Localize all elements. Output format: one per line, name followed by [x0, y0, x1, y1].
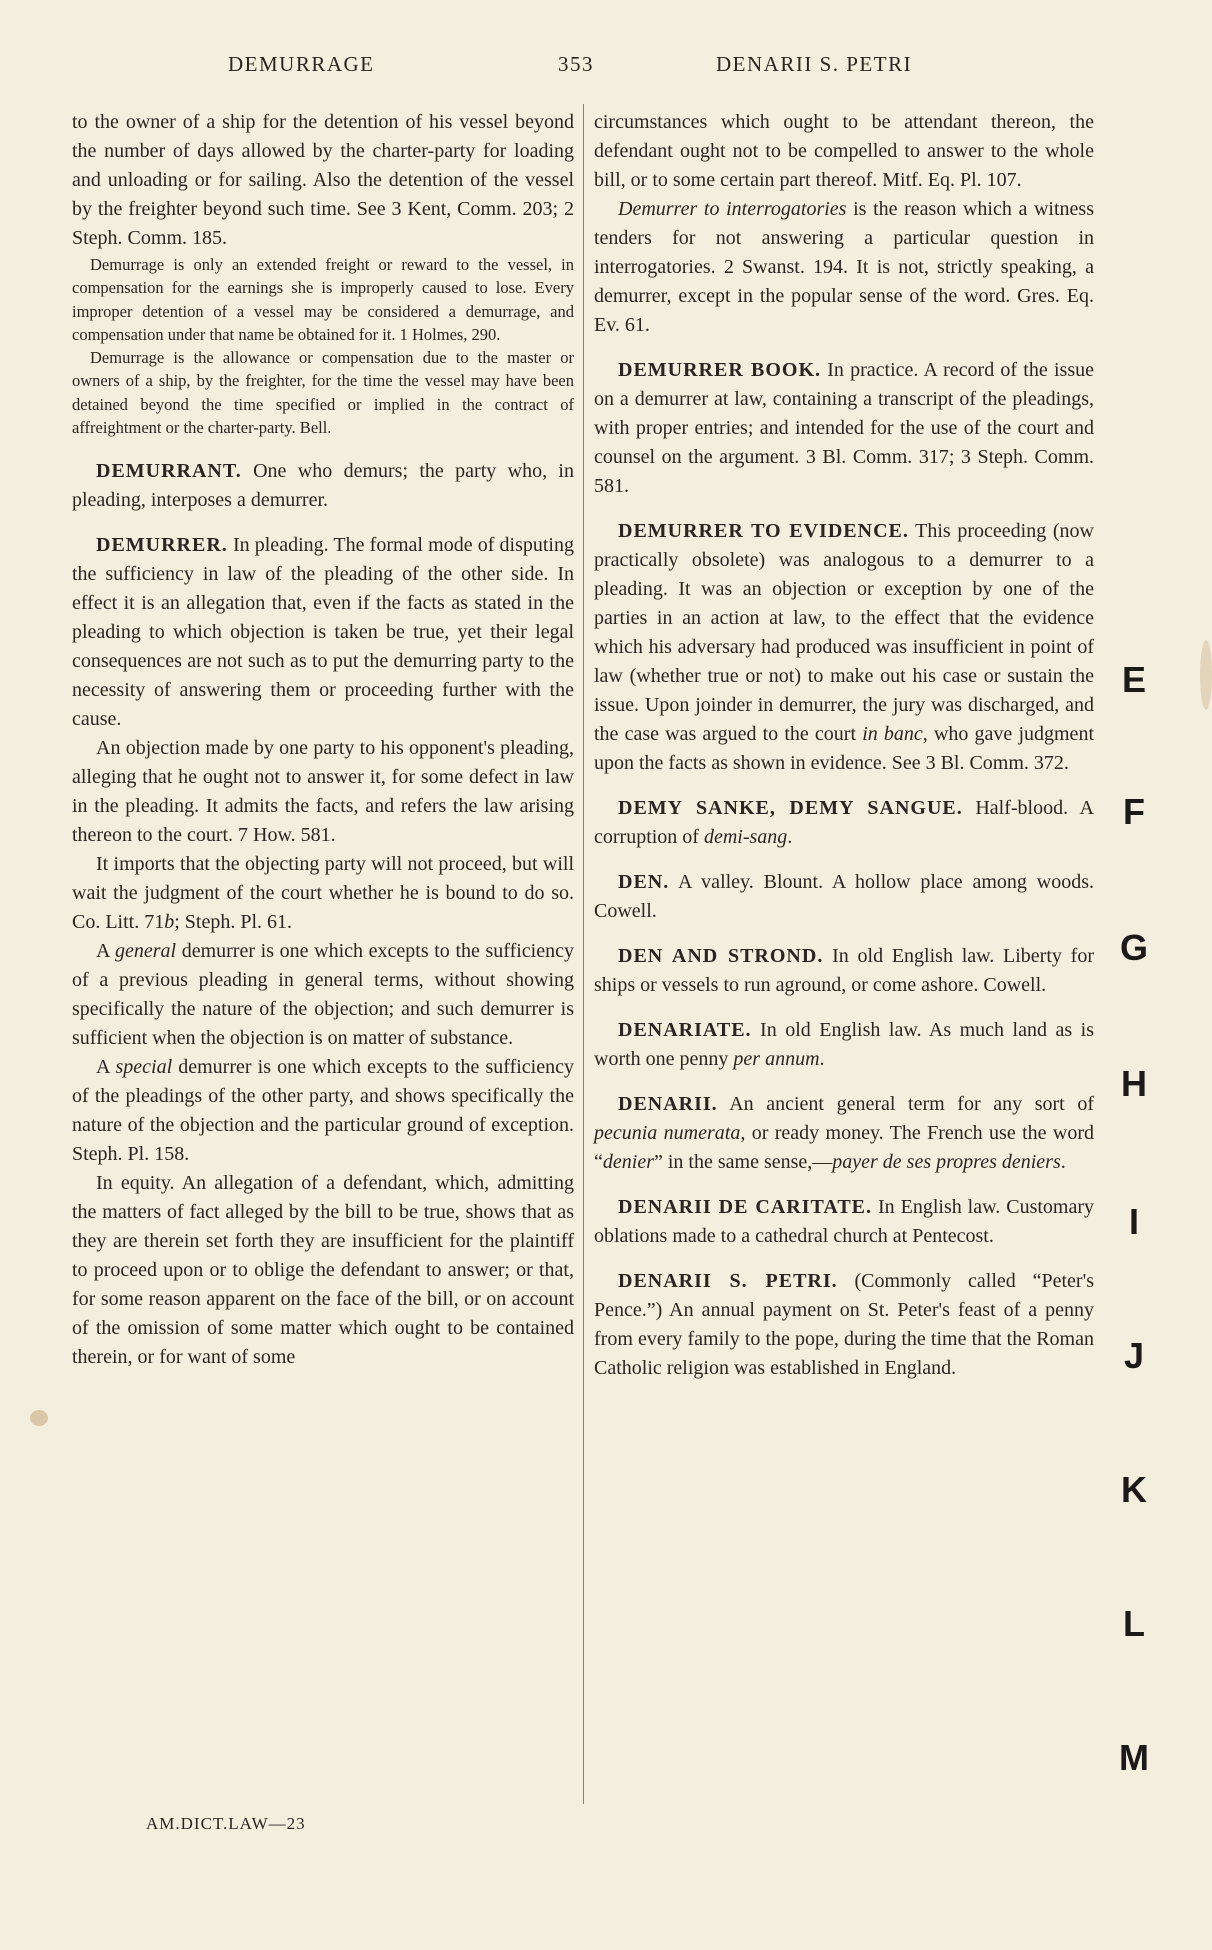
- text-run: ” in the same sense,—: [653, 1151, 833, 1173]
- entry-denarii: [594, 1090, 1094, 1177]
- text-run: A: [96, 1056, 116, 1079]
- paragraph: [72, 937, 574, 1053]
- text-run-italic: b: [164, 911, 175, 934]
- running-head-left: DEMURRAGE: [228, 52, 375, 76]
- definition: (Commonly called “Peter's Pence.”) An annual payment on St. Peter's feast of a penny from every family to the pope, during the time that the Roman Catholic religion was established in England.: [594, 1270, 1094, 1379]
- text-run: is the reason which a witness tenders for not answering a particular question in interrogatories. 2 Swanst. 194. It is not, strictly speaking, a demurrer, except in the popular sense of the word. Gres. Eq. Ev. 61.: [594, 198, 1094, 336]
- text-run-italic: pecunia numerata: [594, 1122, 741, 1144]
- thumb-index-letter: E: [1121, 659, 1146, 700]
- entry-demurrer-book: [594, 356, 1094, 501]
- entry-demurrant: [72, 457, 574, 515]
- thumb-index-letter: I: [1128, 1201, 1139, 1242]
- paragraph: In equity. An allegation of a defendant, which, admitting the matters of fact alleged by the bill to be true, shows that as they are therein set forth they are insufficient for the plaintiff to proceed upon or to oblige the defendant to answer; or that, for some reason apparent on the face of the bill, or on account of the omission of some matter which ought to be contained therein, or for want of some: [72, 1172, 574, 1369]
- text-run-italic: per annum: [733, 1048, 820, 1070]
- definition: In old English law. Liberty for ships or vessels to run aground, or come ashore. Cowell.: [594, 945, 1094, 996]
- headword: DENARII.: [618, 1093, 718, 1115]
- entry-den: [594, 868, 1094, 926]
- left-column: [72, 108, 574, 1372]
- text-run: This proceeding (now practically obsolete) was analogous to a demurrer to a pleading. It was an objection or exception by one of the parties in an action at law, to the effect that the evidence which his adversary had produced was insufficient in point of law (whether true or not) to make out his case or sustain the issue. Upon joinder in demurrer, the jury was discharged, and the case was argued to the court: [594, 520, 1094, 745]
- page-header: [0, 52, 1212, 86]
- thumb-index-letter: F: [1123, 791, 1145, 832]
- page-number: 353: [558, 52, 594, 76]
- entry-denarii-de-caritate: [594, 1193, 1094, 1251]
- entry-continuation: to the owner of a ship for the detention of his vessel beyond the number of days allowed by the charter-party for loading and unloading or for sailing. Also the detention of the vessel by the freighter beyond such time. See 3 Kent, Comm. 203; 2 Steph. Comm. 185.: [72, 111, 574, 249]
- text-run: .: [819, 1048, 825, 1070]
- entry-demy-sanke: [594, 794, 1094, 852]
- headword: DENARII DE CARITATE.: [618, 1196, 873, 1218]
- entry-denarii-s-petri: [594, 1267, 1094, 1383]
- text-run: It imports that the objecting party will not proceed, but will wait the judgment of the court whether he is bound to do so. Co. Litt. 71: [72, 853, 574, 934]
- text-run: A: [96, 940, 115, 963]
- definition: In pleading. The formal mode of disputing the sufficiency in law of the pleading of the other side. In effect it is an allegation that, even if the facts as stated in the pleading to which objection is taken be true, yet their legal consequences are not such as to put the demurring party to the necessity of answering them or proceeding further with the cause.: [72, 534, 574, 731]
- column-divider: [583, 104, 584, 1804]
- thumb-index-letter: H: [1121, 1063, 1147, 1104]
- thumb-index-letter: L: [1123, 1603, 1145, 1644]
- thumb-index-letter: G: [1119, 927, 1148, 968]
- paragraph: [72, 850, 574, 937]
- thumb-index-letter: K: [1121, 1469, 1147, 1510]
- text-run: .: [1060, 1151, 1066, 1173]
- headword: DEMY SANKE, DEMY SANGUE.: [618, 797, 963, 819]
- headword: DEMURRANT.: [96, 460, 242, 483]
- text-run-italic: Demurrer to interrogatories: [618, 198, 847, 220]
- footnote-demurrage: Demurrage is only an extended freight or reward to the vessel, in compensation for the earnings she is improperly caused to lose. Every improper detention of a vessel may be considered a demurrage, and compensation under that name be obtained for it. 1 Holmes, 290.: [72, 255, 574, 344]
- text-run: , or ready money. The French use the word “: [594, 1122, 1094, 1173]
- text-run-italic: demi-sang: [703, 826, 788, 848]
- headword: DEMURRER.: [96, 534, 228, 557]
- stain-spot: [30, 1410, 48, 1426]
- headword: DEMURRER TO EVIDENCE.: [618, 520, 909, 542]
- definition: In English law. Customary oblations made to a cathedral church at Pentecost.: [594, 1196, 1095, 1247]
- signature-mark: AM.DICT.LAW—23: [146, 1814, 306, 1833]
- text-run: .: [787, 826, 793, 848]
- text-run: An ancient general term for any sort of: [717, 1093, 1094, 1115]
- thumb-index-letter: J: [1123, 1335, 1145, 1376]
- text-run: Half-blood. A corruption of: [594, 797, 1094, 848]
- paragraph: [594, 195, 1094, 340]
- text-run: ; Steph. Pl. 61.: [174, 911, 293, 934]
- text-run-italic: special: [115, 1056, 173, 1079]
- text-run: In old English law. As much land as is worth one penny: [594, 1019, 1094, 1070]
- definition: One who demurs; the party who, in pleading, interposes a demurrer.: [72, 460, 574, 512]
- entry-den-and-strond: [594, 942, 1094, 1000]
- text-run-italic: denier: [602, 1151, 654, 1173]
- entry-denariate: [594, 1016, 1094, 1074]
- text-run-italic: in banc: [862, 723, 923, 745]
- text-run-italic: general: [114, 940, 177, 963]
- headword: DEMURRER BOOK.: [618, 359, 822, 381]
- text-run: demurrer is one which excepts to the sufficiency of the pleadings of the other party, and shows specifically the nature of the objection and the particular ground of exception. Steph. Pl. 158.: [72, 1056, 574, 1166]
- entry-demurrer: [72, 531, 574, 734]
- paragraph: [72, 1053, 574, 1169]
- definition: In practice. A record of the issue on a demurrer at law, containing a transcript of the pleadings, with proper entries; and intended for the use of the court and counsel on the argument. 3 Bl. Comm. 317; 3 Steph. Comm. 581.: [594, 359, 1094, 497]
- stain-spot: [1200, 640, 1212, 710]
- headword: DENARIATE.: [618, 1019, 752, 1041]
- entry-continuation: circumstances which ought to be attendant thereon, the defendant ought not to be compelled to answer to the whole bill, or to some certain part thereof. Mitf. Eq. Pl. 107.: [594, 111, 1094, 191]
- entry-demurrer-to-evidence: [594, 517, 1094, 778]
- text-run: , who gave judgment upon the facts as shown in evidence. See 3 Bl. Comm. 372.: [594, 723, 1094, 774]
- text-run: demurrer is one which excepts to the sufficiency of a previous pleading in general terms, without showing specifically the nature of the objection; and such demurrer is sufficient when the objection is on matter of substance.: [72, 940, 574, 1050]
- headword: DENARII S. PETRI.: [618, 1270, 838, 1292]
- headword: DEN AND STROND.: [618, 945, 824, 967]
- text-run-italic: payer de ses propres deniers: [832, 1151, 1061, 1173]
- definition: A valley. Blount. A hollow place among woods. Cowell.: [594, 871, 1094, 922]
- right-column: [594, 108, 1094, 1383]
- paragraph: An objection made by one party to his opponent's pleading, alleging that he ought not to answer it, for some defect in law in the pleading. It admits the facts, and refers the law arising thereon to the court. 7 How. 581.: [72, 737, 574, 847]
- footnote-demurrage-bell: Demurrage is the allowance or compensation due to the master or owners of a ship, by the freighter, for the time the vessel may have been detained beyond the time specified or implied in the contract of affreightment or the charter-party. Bell.: [72, 348, 574, 438]
- headword: DEN.: [618, 871, 670, 893]
- thumb-index-letter: M: [1119, 1737, 1149, 1778]
- running-head-right: DENARII S. PETRI: [716, 52, 913, 76]
